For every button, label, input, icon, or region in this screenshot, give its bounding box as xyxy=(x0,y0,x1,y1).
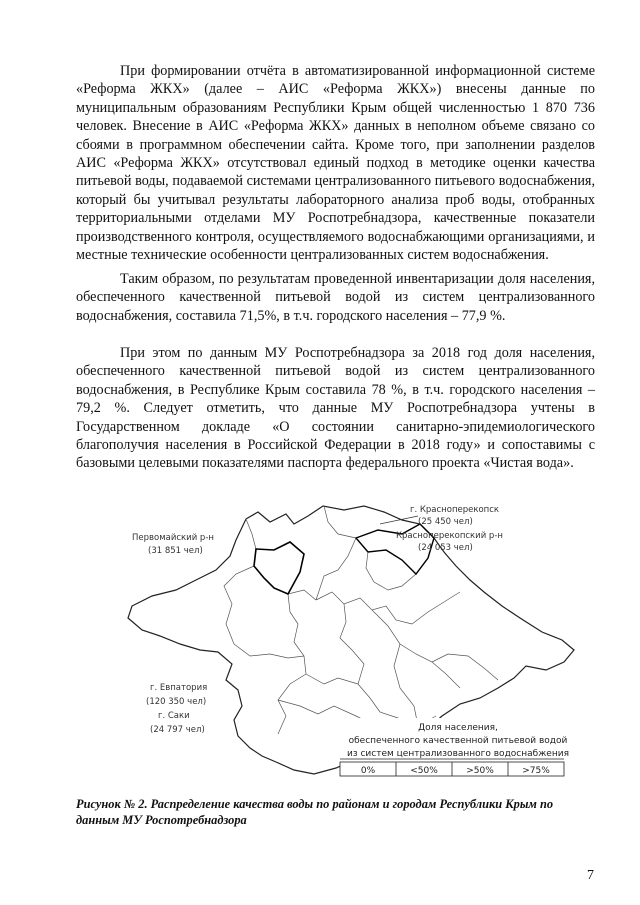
legend-item-1: <50% xyxy=(410,766,438,776)
legend-item-2: >50% xyxy=(466,766,494,776)
paragraph-2: Таким образом, по результатам проведенной инвентаризации доля населения, обеспеченного качественной питьевой водой из систем централизованного водоснабжения, составила 71,5%, в т.ч. городского населения – 77,9 %. xyxy=(76,271,595,324)
paragraph-1: При формировании отчёта в автоматизированной информационной системе «Реформа ЖКХ» (далее – АИС «Реформа ЖКХ») внесены данные по муниципальным образованиям Республики Крым общей численностью 1 870 736 человек. Внесение в АИС «Реформа ЖКХ» данных в неполном объеме связано со сбоями в программном обеспечении сайта. Кроме того, при заполнении разделов АИС «Реформа ЖКХ» отсутствовал единый подход в методике оценки качества питьевой воды, подаваемой системами централизованного питьевого водоснабжения, который бы учитывал результаты лабораторного анализа проб воды, отобранных территориальными отделами МУ Роспотребнадзора, качественные показатели производственного контроля, осуществляемого водоснабжающими организациями, и местные технические особенности централизованных систем водоснабжения. xyxy=(76,63,595,264)
figure-caption: Рисунок № 2. Распределение качества воды по районам и городам Республики Крым по данным МУ Роспотребнадзора xyxy=(76,797,554,827)
crimea-map-figure xyxy=(118,494,584,790)
label-evpatoria-city: г. Евпатория xyxy=(150,683,208,693)
label-evpatoria-city-pop: (120 350 чел) xyxy=(146,697,207,707)
label-pervomaisky-district-pop: (31 851 чел) xyxy=(148,546,203,556)
legend-title-line-1: Доля населения, xyxy=(418,723,498,733)
map-legend xyxy=(336,718,569,776)
legend-title-line-2: обеспеченного качественной питьевой водой xyxy=(348,736,568,746)
legend-item-3: >75% xyxy=(522,766,550,776)
label-saki-city: г. Саки xyxy=(158,711,190,721)
label-krasnoperekopsk-district-pop: (24 053 чел) xyxy=(418,543,473,553)
legend-item-0: 0% xyxy=(360,766,376,776)
label-pervomaisky-district: Первомайский р-н xyxy=(132,533,214,543)
crimea-map xyxy=(118,494,584,790)
label-saki-city-pop: (24 797 чел) xyxy=(150,725,205,735)
paragraph-3: При этом по данным МУ Роспотребнадзора за 2018 год доля населения, обеспеченного качественной питьевой водой из систем централизованного водоснабжения, в Республике Крым составила 78 %, в т.ч. городского населения – 79,2 %. Следует отметить, что данные МУ Роспотребнадзора учтены в Государственном докладе «О состоянии санитарно-эпидемиологического благополучия населения в Российской Федерации в 2018 году» и сопоставимы с базовыми целевыми показателями паспорта федерального проекта «Чистая вода». xyxy=(76,345,595,472)
northern-district-highlight xyxy=(254,542,304,594)
label-krasnoperekopsk-city-pop: (25 450 чел) xyxy=(418,517,473,527)
label-krasnoperekopsk-city: г. Красноперекопск xyxy=(410,505,500,515)
page-number: 7 xyxy=(587,868,594,883)
label-krasnoperekopsk-district: Красноперекопский р-н xyxy=(396,531,503,541)
legend-title-line-3: из систем централизованного водоснабжения xyxy=(346,749,570,759)
